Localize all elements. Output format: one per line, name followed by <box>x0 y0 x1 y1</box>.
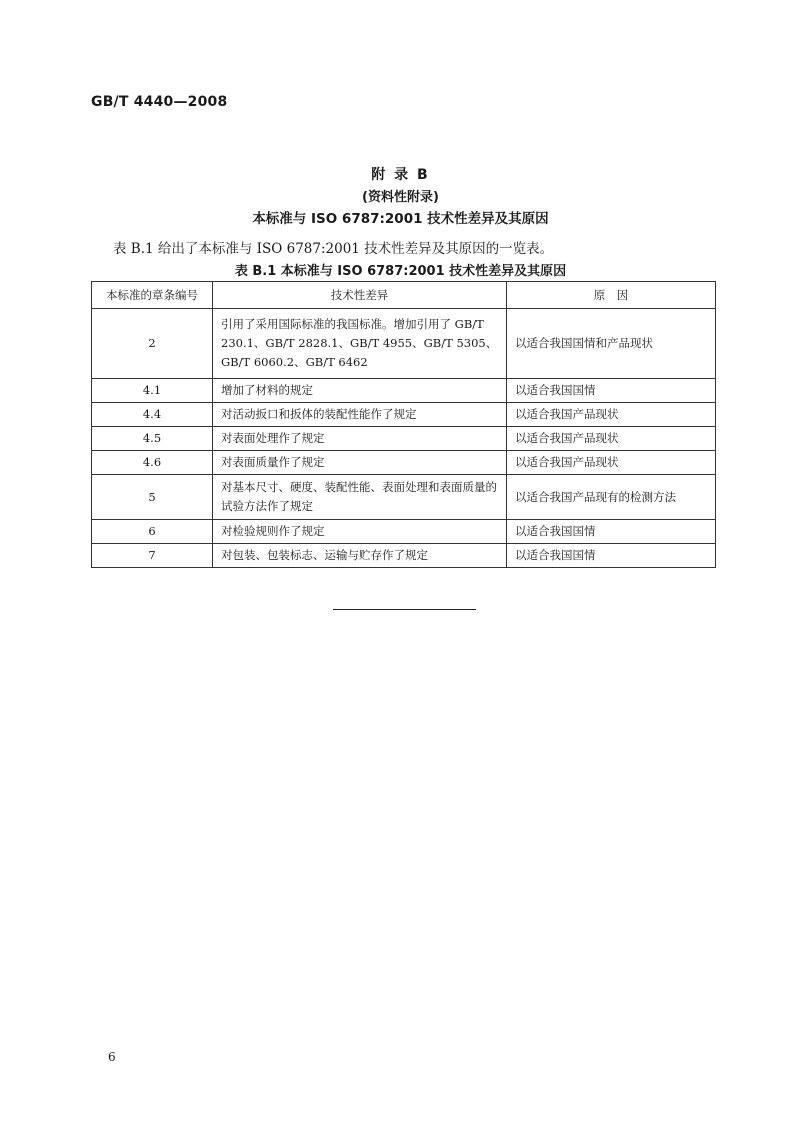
clause-cell: 4.4 <box>92 403 213 427</box>
difference-cell: 对活动扳口和扳体的装配性能作了规定 <box>213 403 507 427</box>
table-row <box>92 403 716 427</box>
table-row <box>92 379 716 403</box>
table-row <box>92 309 716 379</box>
clause-cell: 5 <box>92 475 213 520</box>
reason-cell: 以适合我国国情 <box>507 544 716 568</box>
table-caption: 表 B.1 本标准与 ISO 6787:2001 技术性差异及其原因 <box>234 264 567 279</box>
clause-cell: 4.1 <box>92 379 213 403</box>
clause-cell: 2 <box>92 309 213 379</box>
table-row <box>92 451 716 475</box>
standard-code: GB/T 4440—2008 <box>91 94 228 110</box>
difference-cell: 对表面质量作了规定 <box>213 451 507 475</box>
intro-paragraph: 表 B.1 给出了本标准与 ISO 6787:2001 技术性差异及其原因的一览表。 <box>113 241 554 257</box>
reason-cell: 以适合我国产品现状 <box>507 427 716 451</box>
table-row <box>92 544 716 568</box>
reason-cell: 以适合我国产品现状 <box>507 451 716 475</box>
difference-cell: 增加了材料的规定 <box>213 379 507 403</box>
table-header-row <box>92 282 716 309</box>
page-number: 6 <box>108 1050 116 1064</box>
clause-cell: 4.6 <box>92 451 213 475</box>
appendix-title: 附 录 B <box>371 167 430 183</box>
header-reason: 原 因 <box>507 282 716 309</box>
reason-cell: 以适合我国产品现有的检测方法 <box>507 475 716 520</box>
table-row <box>92 520 716 544</box>
header-difference: 技术性差异 <box>213 282 507 309</box>
reason-cell: 以适合我国国情 <box>507 520 716 544</box>
appendix-heading: 本标准与 ISO 6787:2001 技术性差异及其原因 <box>252 211 549 227</box>
appendix-subtitle: (资料性附录) <box>362 190 439 205</box>
header-clause: 本标准的章条编号 <box>92 282 213 309</box>
difference-cell: 对基本尺寸、硬度、装配性能、表面处理和表面质量的试验方法作了规定 <box>213 475 507 520</box>
clause-cell: 4.5 <box>92 427 213 451</box>
differences-table <box>91 281 716 568</box>
difference-cell: 对表面处理作了规定 <box>213 427 507 451</box>
reason-cell: 以适合我国产品现状 <box>507 403 716 427</box>
reason-cell: 以适合我国国情和产品现状 <box>507 309 716 379</box>
table-row <box>92 427 716 451</box>
end-of-appendix-rule <box>333 609 476 610</box>
clause-cell: 7 <box>92 544 213 568</box>
clause-cell: 6 <box>92 520 213 544</box>
reason-cell: 以适合我国国情 <box>507 379 716 403</box>
table-row <box>92 475 716 520</box>
difference-cell: 对包装、包装标志、运输与贮存作了规定 <box>213 544 507 568</box>
difference-cell: 引用了采用国际标准的我国标准。增加引用了 GB/T 230.1、GB/T 2828.1、GB/T 4955、GB/T 5305、GB/T 6060.2、GB/T 6462 <box>213 309 507 379</box>
difference-cell: 对检验规则作了规定 <box>213 520 507 544</box>
